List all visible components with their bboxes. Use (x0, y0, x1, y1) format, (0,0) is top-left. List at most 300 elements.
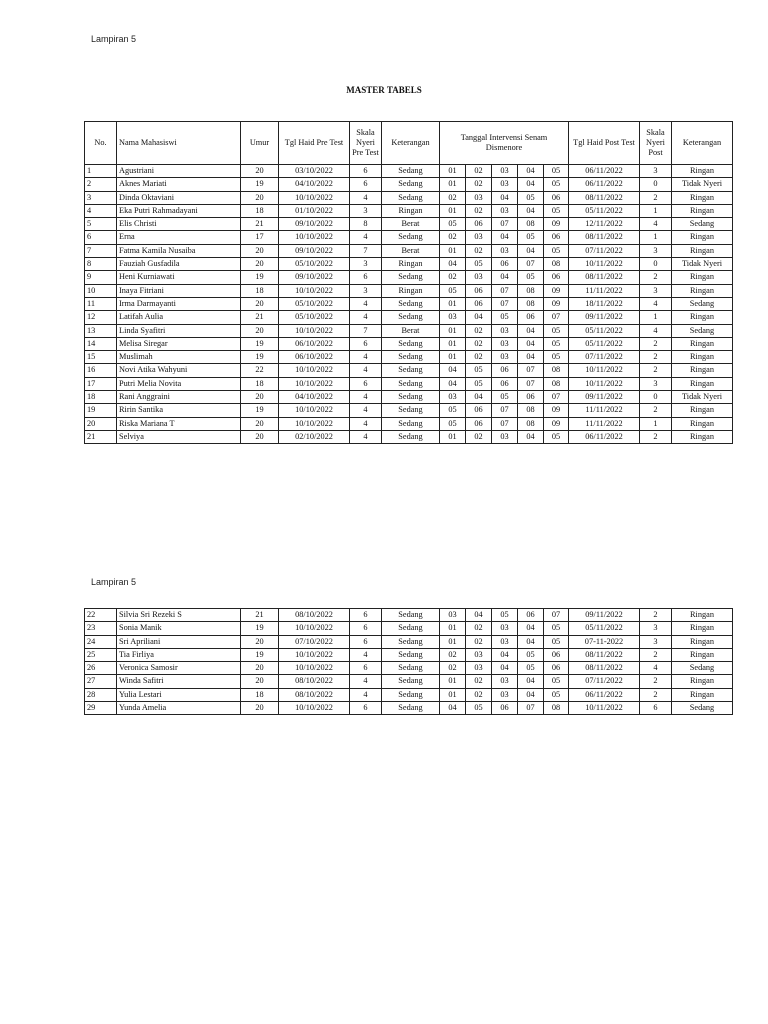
cell-keterangan-post: Ringan (672, 351, 733, 364)
cell-skala-post: 3 (640, 622, 672, 635)
cell-nama: Selviya (117, 430, 241, 443)
cell-nama: Agustriani (117, 165, 241, 178)
cell-tgl-post: 05/11/2022 (569, 324, 640, 337)
cell-tgl-post: 08/11/2022 (569, 662, 640, 675)
cell-intervensi-3: 03 (492, 204, 518, 217)
cell-keterangan-pre: Sedang (382, 662, 440, 675)
col-header-skala-post: Skala Nyeri Post (640, 122, 672, 165)
cell-skala-pre: 4 (350, 191, 382, 204)
cell-umur: 20 (241, 391, 279, 404)
cell-keterangan-pre: Sedang (382, 404, 440, 417)
cell-intervensi-4: 04 (518, 324, 544, 337)
cell-skala-pre: 6 (350, 337, 382, 350)
cell-keterangan-post: Sedang (672, 297, 733, 310)
cell-keterangan-post: Ringan (672, 648, 733, 661)
cell-umur: 19 (241, 178, 279, 191)
cell-intervensi-2: 02 (466, 688, 492, 701)
table-row (85, 391, 733, 404)
cell-nama: Inaya Fitriani (117, 284, 241, 297)
cell-tgl-pre: 06/10/2022 (279, 337, 350, 350)
cell-keterangan-pre: Berat (382, 244, 440, 257)
cell-skala-pre: 6 (350, 609, 382, 622)
cell-tgl-post: 05/11/2022 (569, 204, 640, 217)
cell-umur: 20 (241, 324, 279, 337)
cell-tgl-pre: 05/10/2022 (279, 311, 350, 324)
cell-keterangan-pre: Sedang (382, 702, 440, 715)
cell-intervensi-4: 06 (518, 609, 544, 622)
cell-keterangan-pre: Ringan (382, 284, 440, 297)
cell-no: 9 (85, 271, 117, 284)
cell-intervensi-3: 03 (492, 430, 518, 443)
cell-keterangan-post: Ringan (672, 231, 733, 244)
cell-skala-post: 4 (640, 297, 672, 310)
cell-skala-post: 2 (640, 609, 672, 622)
cell-skala-post: 3 (640, 244, 672, 257)
cell-tgl-pre: 02/10/2022 (279, 430, 350, 443)
cell-intervensi-2: 03 (466, 191, 492, 204)
cell-umur: 18 (241, 377, 279, 390)
cell-tgl-pre: 08/10/2022 (279, 675, 350, 688)
cell-intervensi-5: 05 (544, 430, 569, 443)
cell-keterangan-pre: Sedang (382, 391, 440, 404)
cell-keterangan-pre: Ringan (382, 258, 440, 271)
cell-nama: Tia Firliya (117, 648, 241, 661)
table-row (85, 377, 733, 390)
cell-umur: 21 (241, 609, 279, 622)
col-header-tgl-pre: Tgl Haid Pre Test (279, 122, 350, 165)
cell-intervensi-3: 05 (492, 391, 518, 404)
cell-intervensi-4: 05 (518, 271, 544, 284)
cell-intervensi-4: 04 (518, 675, 544, 688)
cell-skala-pre: 4 (350, 297, 382, 310)
cell-skala-pre: 4 (350, 430, 382, 443)
cell-tgl-pre: 10/10/2022 (279, 377, 350, 390)
cell-tgl-post: 08/11/2022 (569, 191, 640, 204)
cell-no: 1 (85, 165, 117, 178)
cell-intervensi-1: 05 (440, 284, 466, 297)
cell-tgl-pre: 05/10/2022 (279, 258, 350, 271)
cell-tgl-pre: 10/10/2022 (279, 324, 350, 337)
cell-no: 4 (85, 204, 117, 217)
cell-keterangan-post: Ringan (672, 165, 733, 178)
cell-intervensi-3: 03 (492, 165, 518, 178)
cell-keterangan-post: Ringan (672, 688, 733, 701)
cell-intervensi-4: 08 (518, 404, 544, 417)
cell-intervensi-5: 09 (544, 417, 569, 430)
table-row (85, 364, 733, 377)
cell-nama: Heni Kurniawati (117, 271, 241, 284)
cell-intervensi-4: 07 (518, 258, 544, 271)
cell-intervensi-5: 05 (544, 688, 569, 701)
cell-umur: 20 (241, 417, 279, 430)
cell-skala-post: 2 (640, 404, 672, 417)
cell-nama: Muslimah (117, 351, 241, 364)
cell-intervensi-5: 09 (544, 404, 569, 417)
cell-umur: 19 (241, 271, 279, 284)
table-row (85, 271, 733, 284)
cell-umur: 18 (241, 688, 279, 701)
cell-intervensi-3: 04 (492, 648, 518, 661)
cell-intervensi-1: 02 (440, 648, 466, 661)
cell-intervensi-2: 05 (466, 364, 492, 377)
table-row (85, 165, 733, 178)
table-row (85, 609, 733, 622)
cell-no: 10 (85, 284, 117, 297)
table-row (85, 635, 733, 648)
cell-intervensi-2: 03 (466, 231, 492, 244)
table-row (85, 675, 733, 688)
table-row (85, 430, 733, 443)
cell-intervensi-4: 04 (518, 165, 544, 178)
cell-intervensi-2: 05 (466, 702, 492, 715)
cell-no: 5 (85, 218, 117, 231)
cell-tgl-pre: 03/10/2022 (279, 165, 350, 178)
cell-skala-post: 0 (640, 178, 672, 191)
cell-skala-post: 4 (640, 324, 672, 337)
cell-intervensi-5: 05 (544, 675, 569, 688)
cell-nama: Sri Apriliani (117, 635, 241, 648)
cell-skala-pre: 6 (350, 702, 382, 715)
cell-no: 27 (85, 675, 117, 688)
cell-intervensi-5: 08 (544, 377, 569, 390)
cell-nama: Dinda Oktaviani (117, 191, 241, 204)
cell-keterangan-pre: Sedang (382, 675, 440, 688)
cell-no: 22 (85, 609, 117, 622)
cell-umur: 19 (241, 351, 279, 364)
cell-skala-post: 2 (640, 351, 672, 364)
cell-tgl-post: 08/11/2022 (569, 271, 640, 284)
cell-skala-post: 2 (640, 675, 672, 688)
cell-umur: 19 (241, 648, 279, 661)
cell-keterangan-pre: Sedang (382, 635, 440, 648)
cell-intervensi-1: 02 (440, 231, 466, 244)
cell-intervensi-2: 03 (466, 662, 492, 675)
cell-intervensi-1: 03 (440, 609, 466, 622)
cell-intervensi-3: 06 (492, 702, 518, 715)
cell-keterangan-pre: Berat (382, 218, 440, 231)
cell-nama: Elis Christi (117, 218, 241, 231)
col-header-nama: Nama Mahasiswi (117, 122, 241, 165)
cell-skala-pre: 6 (350, 178, 382, 191)
cell-tgl-post: 06/11/2022 (569, 688, 640, 701)
cell-intervensi-4: 07 (518, 702, 544, 715)
cell-tgl-pre: 10/10/2022 (279, 702, 350, 715)
cell-intervensi-5: 07 (544, 609, 569, 622)
cell-intervensi-5: 09 (544, 218, 569, 231)
cell-nama: Novi Atika Wahyuni (117, 364, 241, 377)
cell-intervensi-1: 03 (440, 391, 466, 404)
cell-intervensi-3: 04 (492, 231, 518, 244)
cell-intervensi-4: 04 (518, 635, 544, 648)
cell-keterangan-post: Ringan (672, 271, 733, 284)
cell-umur: 20 (241, 430, 279, 443)
cell-intervensi-2: 03 (466, 271, 492, 284)
cell-intervensi-4: 06 (518, 391, 544, 404)
cell-intervensi-1: 04 (440, 702, 466, 715)
cell-intervensi-5: 08 (544, 702, 569, 715)
cell-intervensi-1: 01 (440, 622, 466, 635)
cell-keterangan-pre: Sedang (382, 337, 440, 350)
cell-no: 18 (85, 391, 117, 404)
cell-skala-pre: 4 (350, 351, 382, 364)
cell-no: 24 (85, 635, 117, 648)
cell-intervensi-1: 01 (440, 165, 466, 178)
table-header-row (85, 122, 733, 165)
cell-intervensi-3: 07 (492, 284, 518, 297)
cell-intervensi-5: 08 (544, 258, 569, 271)
cell-skala-pre: 6 (350, 662, 382, 675)
cell-intervensi-5: 05 (544, 244, 569, 257)
cell-umur: 17 (241, 231, 279, 244)
cell-intervensi-3: 07 (492, 417, 518, 430)
cell-nama: Aknes Mariati (117, 178, 241, 191)
cell-nama: Ririn Santika (117, 404, 241, 417)
cell-intervensi-5: 06 (544, 648, 569, 661)
table-row (85, 404, 733, 417)
cell-intervensi-1: 04 (440, 377, 466, 390)
cell-umur: 20 (241, 191, 279, 204)
cell-intervensi-2: 02 (466, 324, 492, 337)
lampiran-label-page-2: Lampiran 5 (91, 577, 137, 587)
cell-intervensi-3: 03 (492, 324, 518, 337)
cell-keterangan-pre: Sedang (382, 311, 440, 324)
cell-nama: Irma Darmayanti (117, 297, 241, 310)
lampiran-label-page-1: Lampiran 5 (91, 34, 137, 44)
cell-keterangan-post: Ringan (672, 417, 733, 430)
cell-intervensi-4: 04 (518, 204, 544, 217)
cell-nama: Linda Syafitri (117, 324, 241, 337)
cell-tgl-post: 07-11-2022 (569, 635, 640, 648)
cell-keterangan-pre: Sedang (382, 609, 440, 622)
cell-intervensi-4: 07 (518, 377, 544, 390)
cell-tgl-pre: 07/10/2022 (279, 635, 350, 648)
cell-intervensi-1: 02 (440, 662, 466, 675)
cell-intervensi-1: 01 (440, 675, 466, 688)
table-row (85, 178, 733, 191)
table-row (85, 191, 733, 204)
cell-umur: 20 (241, 244, 279, 257)
cell-skala-post: 2 (640, 430, 672, 443)
cell-nama: Eka Putri Rahmadayani (117, 204, 241, 217)
cell-intervensi-4: 06 (518, 311, 544, 324)
cell-intervensi-2: 02 (466, 204, 492, 217)
cell-tgl-pre: 10/10/2022 (279, 364, 350, 377)
cell-no: 8 (85, 258, 117, 271)
table-row (85, 204, 733, 217)
cell-intervensi-3: 07 (492, 297, 518, 310)
cell-keterangan-pre: Sedang (382, 377, 440, 390)
cell-skala-pre: 6 (350, 622, 382, 635)
cell-intervensi-1: 01 (440, 244, 466, 257)
cell-intervensi-5: 06 (544, 231, 569, 244)
cell-intervensi-1: 01 (440, 324, 466, 337)
cell-tgl-pre: 10/10/2022 (279, 231, 350, 244)
cell-intervensi-5: 09 (544, 284, 569, 297)
table-row (85, 218, 733, 231)
cell-skala-pre: 8 (350, 218, 382, 231)
master-table-page-2 (84, 608, 733, 715)
cell-keterangan-post: Sedang (672, 702, 733, 715)
cell-keterangan-post: Tidak Nyeri (672, 258, 733, 271)
cell-intervensi-4: 04 (518, 430, 544, 443)
cell-skala-pre: 4 (350, 417, 382, 430)
cell-intervensi-2: 04 (466, 391, 492, 404)
cell-tgl-post: 12/11/2022 (569, 218, 640, 231)
cell-intervensi-3: 03 (492, 178, 518, 191)
cell-tgl-pre: 08/10/2022 (279, 688, 350, 701)
cell-intervensi-4: 05 (518, 231, 544, 244)
cell-tgl-pre: 10/10/2022 (279, 622, 350, 635)
cell-umur: 20 (241, 297, 279, 310)
cell-nama: Melisa Siregar (117, 337, 241, 350)
cell-keterangan-pre: Sedang (382, 351, 440, 364)
cell-skala-pre: 7 (350, 244, 382, 257)
cell-keterangan-pre: Sedang (382, 231, 440, 244)
cell-no: 15 (85, 351, 117, 364)
cell-intervensi-3: 07 (492, 218, 518, 231)
cell-skala-pre: 4 (350, 231, 382, 244)
cell-no: 19 (85, 404, 117, 417)
cell-no: 7 (85, 244, 117, 257)
cell-intervensi-2: 03 (466, 648, 492, 661)
cell-intervensi-1: 01 (440, 430, 466, 443)
cell-intervensi-2: 05 (466, 377, 492, 390)
table-body-page-1 (85, 165, 733, 444)
table-row (85, 244, 733, 257)
cell-keterangan-post: Ringan (672, 191, 733, 204)
cell-skala-pre: 4 (350, 688, 382, 701)
cell-nama: Sonia Manik (117, 622, 241, 635)
cell-intervensi-5: 06 (544, 271, 569, 284)
cell-tgl-pre: 09/10/2022 (279, 271, 350, 284)
cell-keterangan-pre: Sedang (382, 417, 440, 430)
cell-skala-post: 0 (640, 391, 672, 404)
cell-tgl-post: 10/11/2022 (569, 364, 640, 377)
cell-intervensi-1: 01 (440, 297, 466, 310)
cell-no: 6 (85, 231, 117, 244)
cell-skala-post: 2 (640, 271, 672, 284)
cell-tgl-pre: 06/10/2022 (279, 351, 350, 364)
cell-umur: 20 (241, 662, 279, 675)
cell-intervensi-4: 08 (518, 218, 544, 231)
cell-skala-pre: 6 (350, 165, 382, 178)
cell-keterangan-post: Sedang (672, 324, 733, 337)
cell-keterangan-pre: Sedang (382, 430, 440, 443)
cell-keterangan-post: Ringan (672, 311, 733, 324)
cell-tgl-post: 06/11/2022 (569, 178, 640, 191)
cell-no: 28 (85, 688, 117, 701)
cell-no: 20 (85, 417, 117, 430)
cell-keterangan-pre: Sedang (382, 178, 440, 191)
cell-tgl-post: 11/11/2022 (569, 284, 640, 297)
cell-keterangan-post: Sedang (672, 662, 733, 675)
cell-tgl-post: 08/11/2022 (569, 648, 640, 661)
cell-intervensi-5: 05 (544, 337, 569, 350)
cell-nama: Winda Safitri (117, 675, 241, 688)
cell-skala-pre: 6 (350, 635, 382, 648)
table-row (85, 258, 733, 271)
cell-intervensi-5: 08 (544, 364, 569, 377)
cell-keterangan-pre: Sedang (382, 364, 440, 377)
cell-no: 25 (85, 648, 117, 661)
cell-intervensi-5: 05 (544, 324, 569, 337)
col-header-umur: Umur (241, 122, 279, 165)
cell-tgl-pre: 10/10/2022 (279, 417, 350, 430)
cell-tgl-post: 09/11/2022 (569, 311, 640, 324)
cell-tgl-post: 06/11/2022 (569, 430, 640, 443)
cell-skala-pre: 6 (350, 377, 382, 390)
cell-intervensi-3: 06 (492, 364, 518, 377)
cell-skala-pre: 3 (350, 284, 382, 297)
cell-intervensi-5: 05 (544, 351, 569, 364)
cell-no: 17 (85, 377, 117, 390)
table-row (85, 351, 733, 364)
cell-keterangan-post: Ringan (672, 430, 733, 443)
cell-skala-post: 4 (640, 662, 672, 675)
cell-umur: 21 (241, 218, 279, 231)
cell-keterangan-post: Ringan (672, 284, 733, 297)
cell-tgl-post: 07/11/2022 (569, 675, 640, 688)
table-row (85, 297, 733, 310)
cell-intervensi-5: 06 (544, 662, 569, 675)
cell-nama: Rani Anggraini (117, 391, 241, 404)
cell-intervensi-4: 05 (518, 662, 544, 675)
cell-intervensi-3: 03 (492, 688, 518, 701)
cell-keterangan-post: Tidak Nyeri (672, 178, 733, 191)
cell-intervensi-2: 02 (466, 675, 492, 688)
cell-keterangan-pre: Sedang (382, 271, 440, 284)
cell-intervensi-5: 07 (544, 311, 569, 324)
cell-intervensi-4: 07 (518, 364, 544, 377)
cell-intervensi-5: 06 (544, 191, 569, 204)
cell-tgl-pre: 04/10/2022 (279, 391, 350, 404)
cell-tgl-post: 10/11/2022 (569, 377, 640, 390)
cell-umur: 20 (241, 702, 279, 715)
table-row (85, 702, 733, 715)
cell-skala-pre: 4 (350, 648, 382, 661)
cell-no: 2 (85, 178, 117, 191)
cell-umur: 18 (241, 284, 279, 297)
table-row (85, 311, 733, 324)
cell-skala-pre: 3 (350, 258, 382, 271)
cell-tgl-pre: 08/10/2022 (279, 609, 350, 622)
cell-intervensi-3: 03 (492, 337, 518, 350)
cell-intervensi-3: 03 (492, 635, 518, 648)
cell-intervensi-1: 01 (440, 635, 466, 648)
cell-nama: Riska Mariana T (117, 417, 241, 430)
cell-tgl-post: 10/11/2022 (569, 258, 640, 271)
cell-intervensi-3: 06 (492, 377, 518, 390)
cell-keterangan-post: Ringan (672, 609, 733, 622)
cell-skala-pre: 4 (350, 311, 382, 324)
cell-skala-pre: 4 (350, 391, 382, 404)
cell-skala-post: 3 (640, 284, 672, 297)
cell-tgl-post: 09/11/2022 (569, 609, 640, 622)
cell-intervensi-4: 08 (518, 297, 544, 310)
cell-intervensi-2: 05 (466, 258, 492, 271)
cell-tgl-pre: 09/10/2022 (279, 218, 350, 231)
cell-keterangan-pre: Sedang (382, 191, 440, 204)
cell-keterangan-pre: Sedang (382, 165, 440, 178)
cell-intervensi-1: 02 (440, 271, 466, 284)
cell-nama: Putri Melia Novita (117, 377, 241, 390)
cell-skala-post: 3 (640, 377, 672, 390)
cell-intervensi-4: 04 (518, 688, 544, 701)
col-header-keterangan-pre: Keterangan (382, 122, 440, 165)
cell-tgl-post: 09/11/2022 (569, 391, 640, 404)
cell-intervensi-2: 06 (466, 404, 492, 417)
cell-intervensi-4: 08 (518, 284, 544, 297)
